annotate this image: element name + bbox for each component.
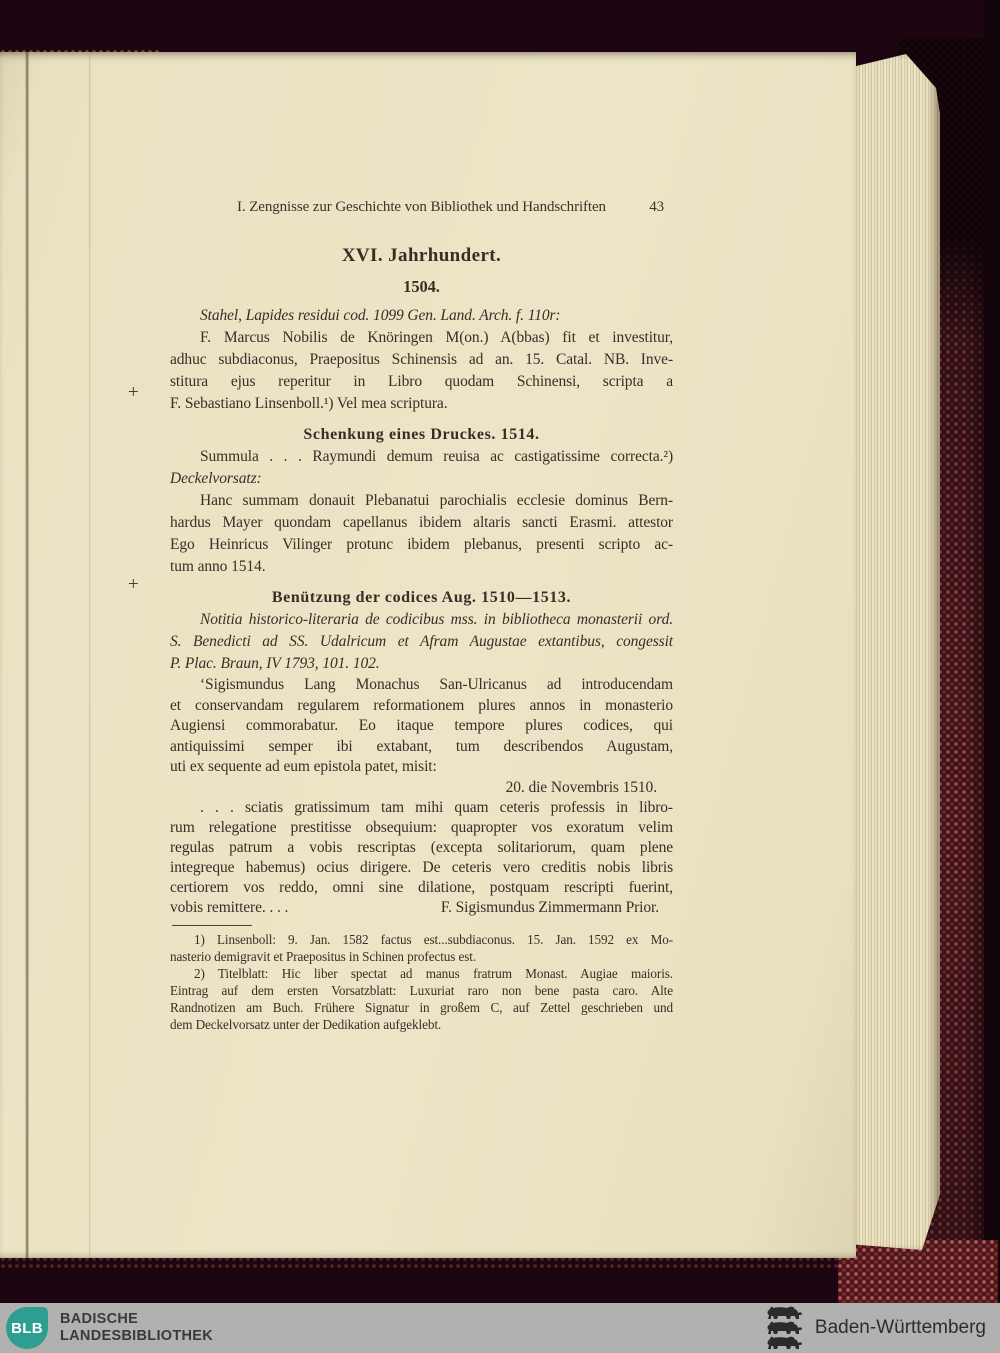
running-header	[170, 196, 673, 216]
blb-logo-text: BLB	[11, 1319, 43, 1337]
footnote-rule	[172, 925, 252, 926]
baden-wuerttemberg-coat-of-arms-icon	[763, 1306, 803, 1350]
sigismundus-paragraph	[170, 675, 673, 778]
section-title-schenkung: Schenkung eines Druckes. 1514.	[303, 426, 540, 443]
text-line: uti ex sequente ad eum epistola patet, misit:	[170, 758, 437, 775]
letter-signature: F. Sigismundus Zimmermann Prior.	[440, 898, 659, 916]
text-line: antiquissimi semper ibi extabant, tum describendos Augustam,	[170, 737, 673, 755]
text-line: hardus Mayer quondam capellanus ibidem altaris sancti Erasmi. attestor	[170, 514, 673, 531]
margin-plus-mark: +	[128, 574, 139, 595]
text-line: adhuc subdiaconus, Praepositus Schinensis ad an. 15. Catal. NB. Inve-	[170, 351, 673, 368]
text-line: Summula . . . Raymundi demum reuisa ac castigatissime correcta.²)	[200, 448, 673, 465]
page-number: 43	[649, 199, 664, 215]
text-line: Notitia historico-literaria de codicibus mss. in bibliotheca monasterii ord.	[200, 611, 673, 628]
text-line: Deckelvorsatz:	[170, 470, 262, 487]
footnote-1	[170, 931, 673, 965]
letter-paragraph	[170, 798, 673, 918]
text-line: certiorem vos reddo, omni sine dilatione, postquam rescripti fuerint,	[170, 878, 673, 896]
deckelvorsatz-line	[170, 468, 673, 490]
scanned-page	[0, 52, 856, 1258]
schenkung-paragraph	[170, 490, 673, 578]
text-line: 2) Titelblatt: Hic liber spectat ad manus fratrum Monast. Augiae maioris.	[194, 965, 673, 981]
summula-line	[170, 446, 673, 468]
text-line: rum relegatione prestitisse obsequium: quapropter vos exoratum velim	[170, 818, 673, 836]
text-line: 20. die Novembris 1510.	[505, 778, 657, 796]
date-line	[170, 778, 673, 798]
text-column	[170, 196, 673, 1033]
text-line: dem Deckelvorsatz unter der Dedikation aufgeklebt.	[170, 1016, 442, 1032]
text-line: ‘Sigismundus Lang Monachus San-Ulricanus ad introducendam	[200, 676, 673, 693]
state-name: Baden-Württemberg	[814, 1317, 986, 1338]
text-line: et conservandam regularem reformationem plures annos in monasterio	[170, 696, 673, 714]
text-line: F. Marcus Nobilis de Knöringen M(on.) A(bbas) fit et investitur,	[200, 329, 673, 346]
source-line-stahel	[170, 305, 673, 327]
section-title-benutzung: Benützung der codices Aug. 1510—1513.	[271, 589, 572, 606]
text-line: Eintrag auf dem ersten Vorsatzblatt: Luxuriat raro non bene pasta caro. Alte	[170, 982, 673, 998]
year-heading: 1504.	[403, 277, 440, 296]
text-line: P. Plac. Braun, IV 1793, 101. 102.	[170, 655, 380, 672]
text-line: 1) Linsenboll: 9. Jan. 1582 factus est...subdiaconus. 15. Jan. 1592 ex Mo-	[194, 931, 673, 947]
text-line: S. Benedicti ad SS. Udalricum et Afram Augustae extantibus, congessit	[170, 633, 673, 650]
text-line: regulas patrum a vobis rescriptas (excepta solitariorum, quam plene	[170, 838, 673, 856]
footnote-2	[170, 965, 673, 1033]
text-line: Hanc summam donauit Plebanatui parochialis ecclesie dominus Bern-	[200, 492, 673, 509]
chapter-heading: XVI. Jahrhundert.	[341, 245, 502, 266]
cover-edge-dark	[984, 0, 1000, 1303]
library-name-line1: BADISCHE	[60, 1311, 139, 1327]
library-name-line2: LANDESBIBLIOTHEK	[60, 1328, 214, 1344]
blb-logo[interactable]	[6, 1307, 48, 1349]
margin-plus-mark: +	[128, 382, 139, 403]
text-line: integreque habemus) ocius dirigere. De ceteris vero creditis nobis libris	[170, 858, 673, 876]
notitia-source	[170, 609, 673, 675]
running-header-title: I. Zengnisse zur Geschichte von Bibliothek und Handschriften	[237, 199, 606, 215]
text-line: Augiensi commorabatur. Eo itaque tempore plures codices, qui	[170, 717, 673, 734]
text-line: nasterio demigravit et Praepositus in Schinen profectus est.	[170, 948, 477, 964]
text-line: Randnotizen am Buch. Frühere Signatur in großem C, auf Zettel geschrieben und	[170, 999, 673, 1015]
page-block-fore-edge	[848, 54, 940, 1250]
viewer-footer-bar	[0, 1303, 1000, 1353]
text-line: Stahel, Lapides residui cod. 1099 Gen. Land. Arch. f. 110r:	[200, 307, 561, 324]
entry-1504-paragraph	[170, 327, 673, 415]
cover-bottom-texture	[0, 1256, 840, 1270]
text-line: . . . sciatis gratissimum tam mihi quam ceteris professis in libro-	[200, 798, 673, 816]
text-line: Ego Heinricus Vilinger protunc ibidem plebanus, presenti scripto ac-	[170, 536, 673, 553]
state-branding[interactable]	[763, 1306, 986, 1350]
text-line: stitura ejus reperitur in Libro quodam Schinensi, scripta a	[170, 373, 673, 390]
text-line: tum anno 1514.	[170, 558, 266, 575]
text-line: F. Sebastiano Linsenboll.¹) Vel mea scriptura.	[170, 395, 448, 412]
text-column-blocks	[170, 243, 673, 1033]
letter-closing: vobis remittere. . . .	[170, 898, 289, 916]
library-name	[60, 1311, 213, 1345]
text-line	[170, 898, 673, 918]
